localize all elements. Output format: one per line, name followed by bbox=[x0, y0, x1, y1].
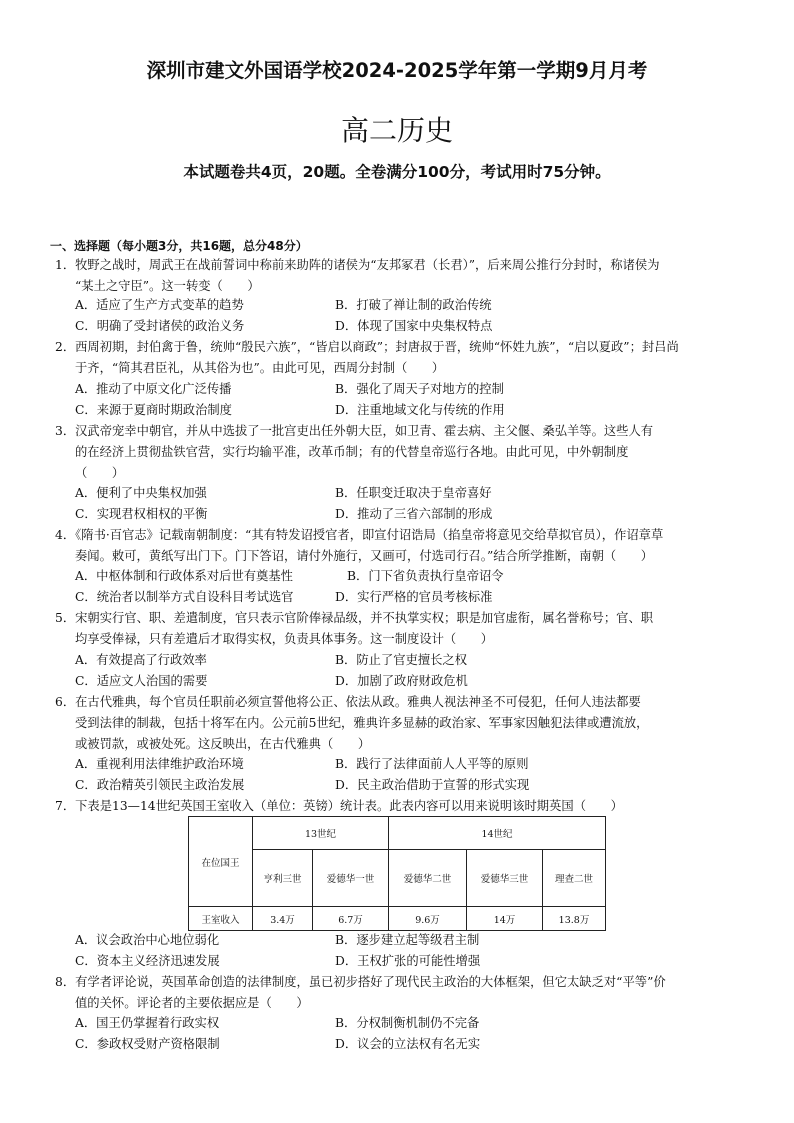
option-a[interactable]: A．推动了中原文化广泛传播 bbox=[75, 382, 232, 396]
option-b[interactable]: B．逐步建立起等级君主制 bbox=[335, 933, 480, 947]
table-king-3: 爱德华二世 bbox=[389, 850, 467, 907]
option-b[interactable]: B．任职变迁取决于皇帝喜好 bbox=[335, 486, 492, 500]
option-c[interactable]: C．适应文人治国的需要 bbox=[75, 674, 208, 688]
question-3-line-3: （ ） bbox=[75, 466, 125, 480]
question-6-line-2: 受到法律的制裁，包括十将军在内。公元前5世纪，雅典许多显赫的政治家、军事家因触犯法律或遭流放， bbox=[75, 716, 649, 730]
table-income-1: 3.4万 bbox=[253, 907, 313, 931]
option-a[interactable]: A．国王仍掌握着行政实权 bbox=[75, 1016, 220, 1030]
question-4 bbox=[55, 525, 755, 567]
question-3-options bbox=[75, 483, 715, 525]
question-3 bbox=[55, 421, 755, 484]
option-d[interactable]: D．体现了国家中央集权特点 bbox=[335, 319, 493, 333]
table-income-label: 王室收入 bbox=[189, 907, 253, 931]
question-1-line-1: 1．牧野之战时，周武王在战前誓词中称前来助阵的诸侯为“友邦冢君（长君）”，后来周公推行分封时，称诸侯为 bbox=[55, 258, 660, 272]
option-b[interactable]: B．分权制衡机制仍不完备 bbox=[335, 1016, 480, 1030]
question-5 bbox=[55, 608, 755, 650]
option-d[interactable]: D．王权扩张的可能性增强 bbox=[335, 954, 481, 968]
option-a[interactable]: A．议会政治中心地位弱化 bbox=[75, 933, 220, 947]
table-income-5: 13.8万 bbox=[543, 907, 606, 931]
question-5-line-2: 均享受俸禄，只有差遣后才取得实权，负责具体事务。这一制度设计（ ） bbox=[75, 632, 494, 646]
option-a[interactable]: A．便利了中央集权加强 bbox=[75, 486, 207, 500]
section-heading: 一、选择题（每小题3分，共16题，总分48分） bbox=[50, 239, 308, 253]
question-4-line-2: 奏闻。敕可，黄纸写出门下。门下答诏，请付外施行，又画可，付选司行召。”结合所学推断，南朝（ ） bbox=[75, 549, 654, 563]
income-table bbox=[188, 816, 606, 931]
question-2-line-2: 于齐，“简其君臣礼，从其俗为也”。由此可见，西周分封制（ ） bbox=[75, 361, 445, 375]
question-3-line-1: 3．汉武帝宠幸中朝官，并从中选拔了一批宫吏出任外朝大臣，如卫青、霍去病、主父偃、桑弘羊等。这些人有 bbox=[55, 424, 654, 438]
question-8-options bbox=[75, 1013, 715, 1055]
option-b[interactable]: B．强化了周天子对地方的控制 bbox=[335, 382, 504, 396]
question-5-line-1: 5．宋朝实行官、职、差遣制度，官只表示官阶俸禄品级，并不执掌实权；职是加官虚衔，属名誉称号；官、职 bbox=[55, 611, 654, 625]
table-income-2: 6.7万 bbox=[313, 907, 389, 931]
option-a[interactable]: A．中枢体制和行政体系对后世有奠基性 bbox=[75, 569, 293, 583]
question-6-options bbox=[75, 754, 715, 796]
question-2-options bbox=[75, 379, 715, 421]
option-c[interactable]: C．资本主义经济迅速发展 bbox=[75, 954, 220, 968]
question-1 bbox=[55, 255, 755, 297]
option-d[interactable]: D．实行严格的官员考核标准 bbox=[335, 590, 493, 604]
question-7 bbox=[55, 796, 755, 817]
option-a[interactable]: A．适应了生产方式变革的趋势 bbox=[75, 298, 244, 312]
table-king-2: 爱德华一世 bbox=[313, 850, 389, 907]
table-income-4: 14万 bbox=[467, 907, 543, 931]
option-d[interactable]: D．注重地域文化与传统的作用 bbox=[335, 403, 505, 417]
question-8-line-2: 值的关怀。评论者的主要依据应是（ ） bbox=[75, 996, 309, 1010]
option-b[interactable]: B．打破了禅让制的政治传统 bbox=[335, 298, 492, 312]
option-c[interactable]: C．明确了受封诸侯的政治义务 bbox=[75, 319, 245, 333]
question-4-line-1: 4．《隋书·百官志》记载南朝制度：“其有特发诏授官者，即宣付诏诰局（掐皇帝将意见交给草拟官员），作诏章草 bbox=[55, 528, 664, 542]
table-header-13th-century: 13世纪 bbox=[253, 817, 389, 850]
question-8-line-1: 8．有学者评论说，英国革命创造的法律制度，虽已初步搭好了现代民主政治的大体框架，但它太缺乏对“平等”价 bbox=[55, 975, 666, 989]
question-8 bbox=[55, 972, 755, 1014]
option-c[interactable]: C．统治者以制举方式自设科目考试选官 bbox=[75, 590, 294, 604]
question-3-line-2: 的在经济上贯彻盐铁官营，实行均输平准，改革币制；有的代替皇帝巡行各地。由此可见，中外朝制度 bbox=[75, 445, 629, 459]
option-a[interactable]: A．重视利用法律维护政治环境 bbox=[75, 757, 244, 771]
option-b[interactable]: B．门下省负责执行皇帝诏令 bbox=[347, 569, 504, 583]
option-b[interactable]: B．防止了官吏擅长之权 bbox=[335, 653, 468, 667]
option-d[interactable]: D．民主政治借助于宣誓的形式实现 bbox=[335, 778, 530, 792]
question-6 bbox=[55, 692, 755, 755]
question-7-options bbox=[75, 930, 715, 972]
question-4-options bbox=[75, 566, 715, 608]
exam-info: 本试题卷共4页，20题。全卷满分100分，考试用时75分钟。 bbox=[183, 163, 611, 181]
table-king-5: 理查二世 bbox=[543, 850, 606, 907]
exam-title: 深圳市建文外国语学校2024-2025学年第一学期9月月考 bbox=[146, 59, 648, 82]
question-6-line-3: 或被罚款，或被处死。这反映出，在古代雅典（ ） bbox=[75, 737, 371, 751]
option-c[interactable]: C．政治精英引领民主政治发展 bbox=[75, 778, 245, 792]
table-king-4: 爱德华三世 bbox=[467, 850, 543, 907]
table-king-1: 亨利三世 bbox=[253, 850, 313, 907]
question-7-line-1: 7．下表是13—14世纪英国王室收入（单位：英镑）统计表。此表内容可以用来说明该时期英国（ ） bbox=[55, 799, 623, 813]
option-c[interactable]: C．来源于夏商时期政治制度 bbox=[75, 403, 232, 417]
question-5-options bbox=[75, 650, 715, 692]
option-d[interactable]: D．议会的立法权有名无实 bbox=[335, 1037, 481, 1051]
option-c[interactable]: C．实现君权相权的平衡 bbox=[75, 507, 208, 521]
option-a[interactable]: A．有效提高了行政效率 bbox=[75, 653, 207, 667]
question-2 bbox=[55, 337, 755, 379]
option-b[interactable]: B．践行了法律面前人人平等的原则 bbox=[335, 757, 529, 771]
option-d[interactable]: D．加剧了政府财政危机 bbox=[335, 674, 468, 688]
question-1-options bbox=[75, 295, 715, 337]
option-d[interactable]: D．推动了三省六部制的形成 bbox=[335, 507, 493, 521]
table-row-header: 在位国王 bbox=[189, 817, 253, 907]
question-2-line-1: 2．西周初期，封伯禽于鲁，统帅“殷民六族”，“皆启以商政”；封唐叔于晋，统帅“怀姓九族”，“启以夏政”；封吕尚 bbox=[55, 340, 679, 354]
table-header-14th-century: 14世纪 bbox=[389, 817, 606, 850]
question-1-line-2: “某土之守臣”。这一转变（ ） bbox=[75, 279, 260, 293]
table-income-3: 9.6万 bbox=[389, 907, 467, 931]
subject-title: 高二历史 bbox=[340, 114, 453, 147]
question-6-line-1: 6．在古代雅典，每个官员任职前必须宣誓他将公正、依法从政。雅典人视法神圣不可侵犯，任何人违法都要 bbox=[55, 695, 641, 709]
option-c[interactable]: C．参政权受财产资格限制 bbox=[75, 1037, 220, 1051]
